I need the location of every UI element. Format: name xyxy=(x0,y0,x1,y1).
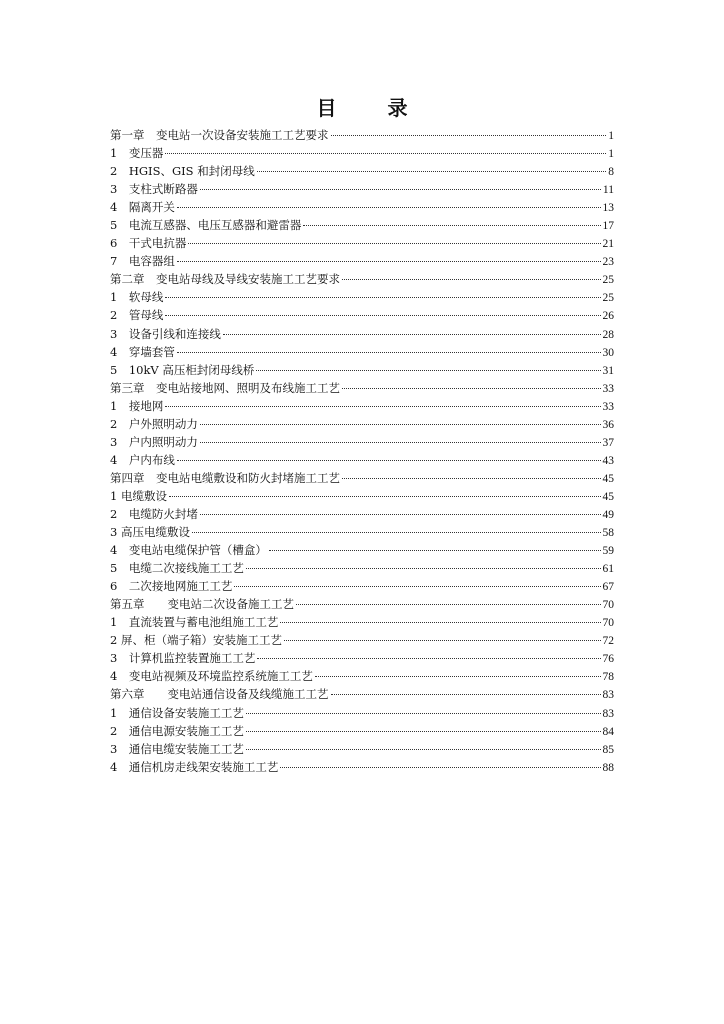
toc-entry[interactable] xyxy=(110,270,614,288)
toc-dot-leader xyxy=(223,334,601,335)
toc-entry-label: 第四章 变电站电缆敷设和防火封堵施工工艺 xyxy=(110,470,340,485)
toc-dot-leader xyxy=(246,568,601,569)
toc-entry-page-number: 78 xyxy=(602,671,614,684)
toc-dot-leader xyxy=(165,315,600,316)
toc-entry-page-number: 23 xyxy=(602,256,614,269)
toc-dot-leader xyxy=(331,694,601,695)
toc-dot-leader xyxy=(177,460,601,461)
toc-entry-label: 3 计算机监控装置施工工艺 xyxy=(110,651,256,666)
toc-dot-leader xyxy=(315,676,601,677)
toc-entry-label: 4 隔离开关 xyxy=(110,200,175,215)
toc-entry-label: 4 变电站视频及环境监控系统施工工艺 xyxy=(110,669,313,684)
toc-entry[interactable] xyxy=(110,397,614,415)
toc-entry[interactable] xyxy=(110,433,614,451)
toc-dot-leader xyxy=(342,478,601,479)
toc-dot-leader xyxy=(246,731,601,732)
toc-dot-leader xyxy=(169,496,601,497)
toc-entry-label: 第一章 变电站一次设备安装施工工艺要求 xyxy=(110,128,329,142)
toc-entry-page-number: 1 xyxy=(608,130,614,142)
toc-entry[interactable] xyxy=(110,234,614,252)
toc-entry[interactable] xyxy=(110,631,614,649)
toc-dot-leader xyxy=(234,586,600,587)
toc-entry[interactable] xyxy=(110,343,614,361)
toc-entry-page-number: 83 xyxy=(602,707,614,720)
toc-entry-page-number: 33 xyxy=(602,382,614,395)
toc-entry-label: 5 电缆二次接线施工工艺 xyxy=(110,561,244,576)
toc-entry[interactable] xyxy=(110,451,614,469)
toc-entry[interactable] xyxy=(110,595,614,613)
toc-entry-label: 第五章 变电站二次设备施工工艺 xyxy=(110,597,294,612)
toc-entry-label: 1 电缆敷设 xyxy=(110,488,167,503)
toc-dot-leader xyxy=(342,279,601,280)
toc-entry-page-number: 49 xyxy=(602,508,614,521)
toc-entry[interactable] xyxy=(110,523,614,541)
toc-entry[interactable] xyxy=(110,469,614,487)
toc-entry[interactable] xyxy=(110,577,614,595)
toc-entry-label: 1 变压器 xyxy=(110,146,164,161)
toc-entry-label: 6 干式电抗器 xyxy=(110,236,187,251)
toc-entry-label: 5 10kV 高压柜封闭母线桥 xyxy=(110,362,255,377)
toc-entry-label: 3 通信电缆安装施工工艺 xyxy=(110,741,244,756)
toc-dot-leader xyxy=(188,243,600,244)
toc-entry-page-number: 26 xyxy=(602,310,614,323)
toc-dot-leader xyxy=(177,207,601,208)
toc-dot-leader xyxy=(246,713,601,714)
toc-dot-leader xyxy=(177,352,601,353)
toc-entry-page-number: 17 xyxy=(602,220,614,233)
toc-entry-label: 2 电缆防火封堵 xyxy=(110,506,198,521)
toc-entry-page-number: 70 xyxy=(602,599,614,612)
toc-dot-leader xyxy=(200,424,601,425)
toc-entry[interactable] xyxy=(110,487,614,505)
toc-entry[interactable] xyxy=(110,379,614,397)
toc-entry-label: 7 电容器组 xyxy=(110,254,175,269)
toc-dot-leader xyxy=(200,189,601,190)
toc-entry[interactable] xyxy=(110,361,614,379)
toc-dot-leader xyxy=(257,171,607,172)
toc-dot-leader xyxy=(177,261,601,262)
toc-title: 目 录 xyxy=(316,96,430,120)
toc-dot-leader xyxy=(165,153,606,154)
toc-entry-page-number: 13 xyxy=(602,202,614,215)
toc-entry[interactable] xyxy=(110,415,614,433)
toc-entry-label: 1 直流装置与蓄电池组施工工艺 xyxy=(110,615,279,630)
toc-entry-label: 3 高压电缆敷设 xyxy=(110,525,190,540)
toc-entry-label: 2 屏、柜（端子箱）安装施工工艺 xyxy=(110,633,282,648)
toc-dot-leader xyxy=(284,640,601,641)
toc-dot-leader xyxy=(200,514,601,515)
toc-entry[interactable] xyxy=(110,505,614,523)
toc-entry-page-number: 83 xyxy=(602,689,614,702)
toc-entry-page-number: 59 xyxy=(602,545,614,558)
toc-entry-page-number: 84 xyxy=(602,725,614,738)
toc-entry-label: 3 支柱式断路器 xyxy=(110,182,198,197)
toc-entry-page-number: 88 xyxy=(602,761,614,774)
toc-entry-label: 2 HGIS、GIS 和封闭母线 xyxy=(110,164,255,179)
toc-entry-page-number: 25 xyxy=(602,274,614,287)
toc-entry[interactable] xyxy=(110,288,614,306)
toc-dot-leader xyxy=(296,604,601,605)
toc-entry-label: 第六章 变电站通信设备及线缆施工工艺 xyxy=(110,687,329,702)
toc-entry[interactable] xyxy=(110,722,614,740)
toc-entry-page-number: 36 xyxy=(602,418,614,431)
toc-entry-page-number: 1 xyxy=(608,148,614,161)
toc-dot-leader xyxy=(165,406,600,407)
toc-dot-leader xyxy=(200,442,601,443)
toc-entry-label: 5 电流互感器、电压互感器和避雷器 xyxy=(110,218,302,233)
toc-entry-label: 4 通信机房走线架安装施工工艺 xyxy=(110,759,279,774)
toc-entry-page-number: 30 xyxy=(602,346,614,359)
toc-entry[interactable] xyxy=(110,685,614,703)
toc-entry[interactable] xyxy=(110,667,614,685)
toc-entry-label: 1 软母线 xyxy=(110,290,164,305)
toc-entry-page-number: 37 xyxy=(602,436,614,449)
toc-dot-leader xyxy=(342,388,601,389)
toc-entry[interactable] xyxy=(110,541,614,559)
toc-entry-page-number: 85 xyxy=(602,743,614,756)
toc-entry-page-number: 70 xyxy=(602,617,614,630)
toc-entry-label: 第二章 变电站母线及导线安装施工工艺要求 xyxy=(110,272,340,287)
toc-dot-leader xyxy=(280,767,600,768)
toc-entry[interactable] xyxy=(110,198,614,216)
toc-entry[interactable] xyxy=(110,126,614,144)
toc-entry[interactable] xyxy=(110,144,614,162)
toc-entry-page-number: 61 xyxy=(602,563,614,576)
toc-dot-leader xyxy=(257,658,600,659)
toc-entry-page-number: 21 xyxy=(602,238,614,251)
toc-entry-page-number: 8 xyxy=(608,166,614,179)
toc-entry-label: 4 户内布线 xyxy=(110,452,175,467)
toc-dot-leader xyxy=(280,622,600,623)
toc-entry-page-number: 28 xyxy=(602,328,614,341)
toc-entry-label: 6 二次接地网施工工艺 xyxy=(110,579,233,594)
toc-dot-leader xyxy=(165,297,600,298)
toc-entry[interactable] xyxy=(110,758,614,776)
toc-entry-page-number: 67 xyxy=(602,581,614,594)
toc-dot-leader xyxy=(303,225,600,226)
toc-entry-page-number: 72 xyxy=(602,635,614,648)
toc-dot-leader xyxy=(192,532,601,533)
toc-entry-label: 4 穿墙套管 xyxy=(110,344,175,359)
toc-entry-page-number: 11 xyxy=(602,184,614,197)
toc-entry[interactable] xyxy=(110,559,614,577)
toc-dot-leader xyxy=(246,749,601,750)
toc-entry[interactable] xyxy=(110,252,614,270)
toc-dot-leader xyxy=(269,550,601,551)
toc-entry[interactable] xyxy=(110,325,614,343)
toc-entry[interactable] xyxy=(110,216,614,234)
toc-entry-label: 4 变电站电缆保护管（槽盒） xyxy=(110,543,267,558)
toc-entry-label: 3 户内照明动力 xyxy=(110,434,198,449)
toc-entry-label: 3 设备引线和连接线 xyxy=(110,326,221,341)
toc-list xyxy=(110,126,614,776)
toc-entry-page-number: 45 xyxy=(602,490,614,503)
toc-dot-leader xyxy=(256,370,600,371)
toc-entry-page-number: 31 xyxy=(602,364,614,377)
toc-entry-page-number: 76 xyxy=(602,653,614,666)
toc-entry-label: 1 通信设备安装施工工艺 xyxy=(110,705,244,720)
toc-entry-page-number: 58 xyxy=(602,527,614,540)
toc-entry[interactable] xyxy=(110,180,614,198)
toc-entry[interactable] xyxy=(110,704,614,722)
toc-entry-label: 2 通信电源安装施工工艺 xyxy=(110,723,244,738)
toc-dot-leader xyxy=(331,135,607,136)
toc-entry[interactable] xyxy=(110,162,614,180)
toc-entry[interactable] xyxy=(110,613,614,631)
toc-entry-page-number: 45 xyxy=(602,472,614,485)
toc-entry[interactable] xyxy=(110,306,614,324)
toc-entry-label: 1 接地网 xyxy=(110,398,164,413)
toc-entry-label: 第三章 变电站接地网、照明及布线施工工艺 xyxy=(110,380,340,395)
toc-entry-page-number: 43 xyxy=(602,454,614,467)
toc-entry-label: 2 户外照明动力 xyxy=(110,416,198,431)
toc-entry[interactable] xyxy=(110,649,614,667)
toc-entry[interactable] xyxy=(110,740,614,758)
toc-entry-page-number: 25 xyxy=(602,292,614,305)
toc-entry-page-number: 33 xyxy=(602,400,614,413)
toc-entry-label: 2 管母线 xyxy=(110,308,164,323)
